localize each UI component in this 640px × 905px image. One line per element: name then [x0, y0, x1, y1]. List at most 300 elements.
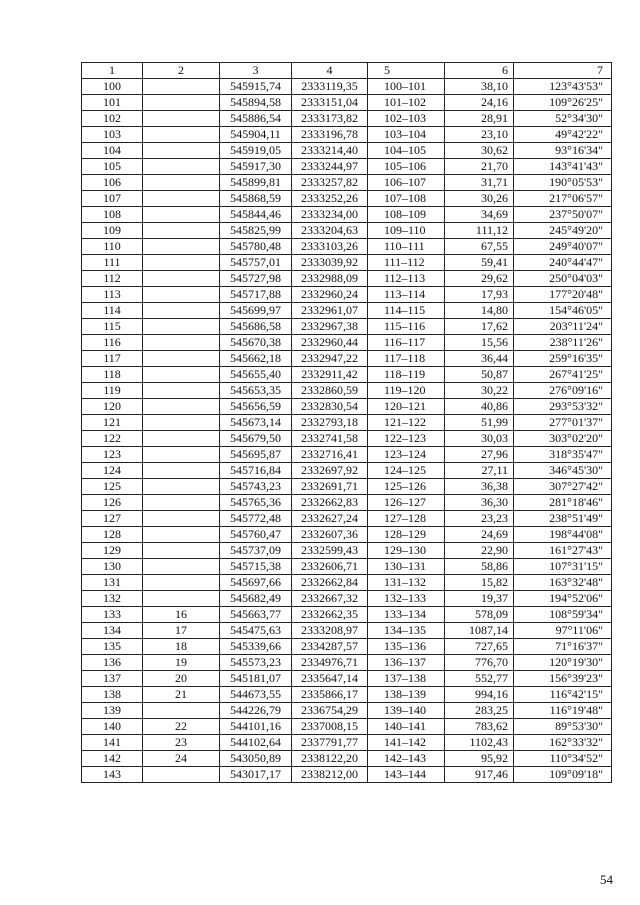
table-row: [82, 751, 612, 767]
table-cell: [143, 383, 220, 399]
table-cell: 552,77: [445, 671, 514, 687]
table-cell: 545339,66: [220, 639, 292, 655]
table-cell: 545917,30: [220, 159, 292, 175]
table-row: [82, 271, 612, 287]
table-cell: 545656,59: [220, 399, 292, 415]
table-cell: 307°27'42": [514, 479, 612, 495]
table-cell: 545844,46: [220, 207, 292, 223]
table-cell: 95,92: [445, 751, 514, 767]
table-cell: [143, 559, 220, 575]
table-cell: 36,44: [445, 351, 514, 367]
table-cell: [143, 431, 220, 447]
table-cell: 23,10: [445, 127, 514, 143]
table-cell: 119: [82, 383, 143, 399]
table-cell: 31,71: [445, 175, 514, 191]
table-cell: 119–120: [368, 383, 445, 399]
table-cell: 23: [143, 735, 220, 751]
table-cell: 127: [82, 511, 143, 527]
table-cell: 105–106: [368, 159, 445, 175]
table-row: [82, 607, 612, 623]
table-cell: 163°32'48": [514, 575, 612, 591]
table-cell: 545904,11: [220, 127, 292, 143]
table-cell: 544226,79: [220, 703, 292, 719]
table-cell: 2333039,92: [292, 255, 368, 271]
table-cell: 161°27'43": [514, 543, 612, 559]
table-cell: [143, 463, 220, 479]
table-cell: 116–117: [368, 335, 445, 351]
page-number: 54: [600, 872, 613, 887]
table-row: [82, 351, 612, 367]
table-row: [82, 735, 612, 751]
table-cell: 100–101: [368, 79, 445, 95]
table-cell: 124: [82, 463, 143, 479]
table-cell: 50,87: [445, 367, 514, 383]
table-cell: 194°52'06": [514, 591, 612, 607]
table-cell: 17: [143, 623, 220, 639]
table-cell: [143, 351, 220, 367]
table-cell: 30,62: [445, 143, 514, 159]
table-cell: 67,55: [445, 239, 514, 255]
table-cell: 783,62: [445, 719, 514, 735]
table-row: [82, 575, 612, 591]
table-cell: 117–118: [368, 351, 445, 367]
table-cell: 15,56: [445, 335, 514, 351]
table-cell: 108°59'34": [514, 607, 612, 623]
table-cell: 545780,48: [220, 239, 292, 255]
table-cell: 346°45'30": [514, 463, 612, 479]
table-cell: 1087,14: [445, 623, 514, 639]
table-cell: [143, 543, 220, 559]
table-cell: 277°01'37": [514, 415, 612, 431]
table-cell: 28,91: [445, 111, 514, 127]
table-cell: 238°51'49": [514, 511, 612, 527]
table-cell: 545717,88: [220, 287, 292, 303]
table-cell: [143, 575, 220, 591]
table-cell: 132–133: [368, 591, 445, 607]
table-cell: 2333252,26: [292, 191, 368, 207]
table-cell: 36,38: [445, 479, 514, 495]
table-cell: 2333234,00: [292, 207, 368, 223]
table-row: [82, 175, 612, 191]
table-cell: [143, 143, 220, 159]
table-cell: 116°19'48": [514, 703, 612, 719]
table-cell: 238°11'26": [514, 335, 612, 351]
table-cell: 2335647,14: [292, 671, 368, 687]
table-cell: 2332960,24: [292, 287, 368, 303]
table-cell: 115–116: [368, 319, 445, 335]
coordinates-table: [81, 62, 612, 783]
table-cell: [143, 191, 220, 207]
table-cell: [143, 127, 220, 143]
table-cell: 2332599,43: [292, 543, 368, 559]
table-cell: 112: [82, 271, 143, 287]
table-cell: 118: [82, 367, 143, 383]
table-cell: 2333119,35: [292, 79, 368, 95]
table-cell: 2333208,97: [292, 623, 368, 639]
table-row: [82, 127, 612, 143]
table-cell: 545915,74: [220, 79, 292, 95]
table-cell: 36,30: [445, 495, 514, 511]
table-cell: 30,03: [445, 431, 514, 447]
table-cell: 111,12: [445, 223, 514, 239]
table-cell: 250°04'03": [514, 271, 612, 287]
table-cell: 545655,40: [220, 367, 292, 383]
table-cell: 128: [82, 527, 143, 543]
table-cell: 110: [82, 239, 143, 255]
table-cell: 132: [82, 591, 143, 607]
table-cell: 2332911,42: [292, 367, 368, 383]
table-cell: 109: [82, 223, 143, 239]
table-cell: 121: [82, 415, 143, 431]
table-cell: 123–124: [368, 447, 445, 463]
table-cell: 545737,09: [220, 543, 292, 559]
table-cell: 125: [82, 479, 143, 495]
table-cell: 124–125: [368, 463, 445, 479]
table-row: [82, 719, 612, 735]
table-cell: 545715,38: [220, 559, 292, 575]
table-cell: 134: [82, 623, 143, 639]
table-cell: 116: [82, 335, 143, 351]
table-cell: 16: [143, 607, 220, 623]
table-cell: 545765,36: [220, 495, 292, 511]
table-cell: 111: [82, 255, 143, 271]
table-cell: 140–141: [368, 719, 445, 735]
table-cell: 122: [82, 431, 143, 447]
table-cell: 112–113: [368, 271, 445, 287]
table-cell: [143, 479, 220, 495]
table-cell: 545686,58: [220, 319, 292, 335]
table-cell: 109–110: [368, 223, 445, 239]
table-cell: [143, 255, 220, 271]
table-cell: 138: [82, 687, 143, 703]
table-cell: 217°06'57": [514, 191, 612, 207]
table-header-cell: 7: [514, 63, 612, 79]
table-cell: 156°39'23": [514, 671, 612, 687]
table-cell: 123: [82, 447, 143, 463]
table-cell: 107°31'15": [514, 559, 612, 575]
table-cell: [143, 159, 220, 175]
table-cell: 545699,97: [220, 303, 292, 319]
table-cell: 318°35'47": [514, 447, 612, 463]
table-row: [82, 495, 612, 511]
table-cell: 2332667,32: [292, 591, 368, 607]
table-cell: 203°11'24": [514, 319, 612, 335]
table-cell: [143, 511, 220, 527]
table-row: [82, 623, 612, 639]
table-cell: 2333204,63: [292, 223, 368, 239]
table-row: [82, 559, 612, 575]
table-row: [82, 671, 612, 687]
table-cell: 2335866,17: [292, 687, 368, 703]
table-cell: 102–103: [368, 111, 445, 127]
table-cell: 237°50'07": [514, 207, 612, 223]
table-row: [82, 335, 612, 351]
table-cell: 97°11'06": [514, 623, 612, 639]
table-cell: 545727,98: [220, 271, 292, 287]
table-cell: 130: [82, 559, 143, 575]
table-cell: [143, 95, 220, 111]
table-row: [82, 287, 612, 303]
table-cell: [143, 207, 220, 223]
table-cell: 143°41'43": [514, 159, 612, 175]
table-cell: 267°41'25": [514, 367, 612, 383]
table-cell: [143, 287, 220, 303]
table-cell: 136: [82, 655, 143, 671]
table-cell: 27,11: [445, 463, 514, 479]
table-cell: [143, 367, 220, 383]
table-cell: 113–114: [368, 287, 445, 303]
table-cell: 283,25: [445, 703, 514, 719]
table-header-cell: 2: [143, 63, 220, 79]
table-cell: 120°19'30": [514, 655, 612, 671]
table-cell: 108–109: [368, 207, 445, 223]
table-cell: 129–130: [368, 543, 445, 559]
table-cell: 17,93: [445, 287, 514, 303]
table-cell: 545757,01: [220, 255, 292, 271]
table-cell: 135–136: [368, 639, 445, 655]
table-cell: 108: [82, 207, 143, 223]
table-cell: 116°42'15": [514, 687, 612, 703]
table-cell: 24,16: [445, 95, 514, 111]
table-row: [82, 511, 612, 527]
table-cell: 293°53'32": [514, 399, 612, 415]
table-cell: 110–111: [368, 239, 445, 255]
table-cell: 545886,54: [220, 111, 292, 127]
table-cell: 21,70: [445, 159, 514, 175]
table-cell: 2338122,20: [292, 751, 368, 767]
table-row: [82, 415, 612, 431]
table-cell: 545475,63: [220, 623, 292, 639]
table-cell: 544673,55: [220, 687, 292, 703]
table-cell: 104: [82, 143, 143, 159]
table-cell: 545695,87: [220, 447, 292, 463]
table-cell: 276°09'16": [514, 383, 612, 399]
table-cell: 143: [82, 767, 143, 783]
table-cell: 177°20'48": [514, 287, 612, 303]
table-cell: 543050,89: [220, 751, 292, 767]
table-row: [82, 767, 612, 783]
table-cell: 118–119: [368, 367, 445, 383]
table-cell: 2332961,07: [292, 303, 368, 319]
table-cell: 17,62: [445, 319, 514, 335]
table-cell: 545868,59: [220, 191, 292, 207]
table-cell: 141: [82, 735, 143, 751]
table-cell: 134–135: [368, 623, 445, 639]
table-cell: 249°40'07": [514, 239, 612, 255]
table-cell: 2332606,71: [292, 559, 368, 575]
table-cell: 543017,17: [220, 767, 292, 783]
table-cell: 545670,38: [220, 335, 292, 351]
table-cell: 131–132: [368, 575, 445, 591]
table-cell: 2332662,84: [292, 575, 368, 591]
table-row: [82, 95, 612, 111]
table-cell: [143, 303, 220, 319]
table-cell: 2334976,71: [292, 655, 368, 671]
table-cell: 114–115: [368, 303, 445, 319]
table-cell: 104–105: [368, 143, 445, 159]
table-cell: [143, 335, 220, 351]
table-row: [82, 255, 612, 271]
table-cell: 59,41: [445, 255, 514, 271]
table-cell: 2332607,36: [292, 527, 368, 543]
table-cell: 154°46'05": [514, 303, 612, 319]
table-cell: 141–142: [368, 735, 445, 751]
table-cell: [143, 415, 220, 431]
table-cell: 545743,23: [220, 479, 292, 495]
table-cell: 101–102: [368, 95, 445, 111]
table-cell: 52°34'30": [514, 111, 612, 127]
table-cell: 100: [82, 79, 143, 95]
table-row: [82, 111, 612, 127]
table-cell: 2332960,44: [292, 335, 368, 351]
table-cell: 2333103,26: [292, 239, 368, 255]
table-row: [82, 223, 612, 239]
table-cell: 106–107: [368, 175, 445, 191]
table-cell: 2332967,38: [292, 319, 368, 335]
table-cell: 106: [82, 175, 143, 191]
table-cell: 101: [82, 95, 143, 111]
table-cell: 190°05'53": [514, 175, 612, 191]
table-row: [82, 207, 612, 223]
table-cell: 917,46: [445, 767, 514, 783]
table-cell: 24: [143, 751, 220, 767]
table-cell: 51,99: [445, 415, 514, 431]
table-cell: 114: [82, 303, 143, 319]
table-cell: 139: [82, 703, 143, 719]
table-cell: 1102,43: [445, 735, 514, 751]
table-cell: 281°18'46": [514, 495, 612, 511]
table-cell: 14,80: [445, 303, 514, 319]
table-cell: 545662,18: [220, 351, 292, 367]
table-cell: 545697,66: [220, 575, 292, 591]
table-row: [82, 191, 612, 207]
table-cell: 545679,50: [220, 431, 292, 447]
table-cell: 544101,16: [220, 719, 292, 735]
table-cell: 22: [143, 719, 220, 735]
table-cell: 133–134: [368, 607, 445, 623]
table-cell: 544102,64: [220, 735, 292, 751]
table-cell: 2332662,35: [292, 607, 368, 623]
table-cell: 15,82: [445, 575, 514, 591]
table-cell: 2332947,22: [292, 351, 368, 367]
table-cell: 2337791,77: [292, 735, 368, 751]
table-cell: 127–128: [368, 511, 445, 527]
table-cell: 198°44'08": [514, 527, 612, 543]
table-cell: 89°53'30": [514, 719, 612, 735]
table-cell: 133: [82, 607, 143, 623]
table-cell: 126–127: [368, 495, 445, 511]
table-cell: 130–131: [368, 559, 445, 575]
table-cell: 126: [82, 495, 143, 511]
table-cell: 2332662,83: [292, 495, 368, 511]
table-cell: 137: [82, 671, 143, 687]
table-cell: 545653,35: [220, 383, 292, 399]
table-cell: 545573,23: [220, 655, 292, 671]
table-row: [82, 159, 612, 175]
table-cell: 142: [82, 751, 143, 767]
table-cell: 140: [82, 719, 143, 735]
table-cell: 2333214,40: [292, 143, 368, 159]
table-cell: 24,69: [445, 527, 514, 543]
table-cell: 259°16'35": [514, 351, 612, 367]
table-cell: 2332793,18: [292, 415, 368, 431]
table-row: [82, 79, 612, 95]
table-cell: 128–129: [368, 527, 445, 543]
table-cell: 71°16'37": [514, 639, 612, 655]
table-cell: 2333196,78: [292, 127, 368, 143]
table-body: [82, 63, 612, 783]
table-row: [82, 143, 612, 159]
table-cell: 122–123: [368, 431, 445, 447]
table-cell: 2333173,82: [292, 111, 368, 127]
table-header-cell: 4: [292, 63, 368, 79]
table-row: [82, 655, 612, 671]
table-cell: 545919,05: [220, 143, 292, 159]
table-cell: 49°42'22": [514, 127, 612, 143]
table-cell: 545716,84: [220, 463, 292, 479]
table-cell: 18: [143, 639, 220, 655]
table-cell: 19: [143, 655, 220, 671]
table-cell: [143, 495, 220, 511]
table-cell: 123°43'53": [514, 79, 612, 95]
table-cell: [143, 271, 220, 287]
table-cell: 19,37: [445, 591, 514, 607]
table-header-cell: 1: [82, 63, 143, 79]
table-cell: 2333244,97: [292, 159, 368, 175]
table-cell: 120: [82, 399, 143, 415]
table-row: [82, 367, 612, 383]
table-header-cell: 5: [368, 63, 445, 79]
table-cell: 131: [82, 575, 143, 591]
table-cell: [143, 399, 220, 415]
table-cell: 776,70: [445, 655, 514, 671]
table-cell: 29,62: [445, 271, 514, 287]
table-cell: 117: [82, 351, 143, 367]
table-cell: 142–143: [368, 751, 445, 767]
table-cell: 2337008,15: [292, 719, 368, 735]
table-row: [82, 303, 612, 319]
table-cell: 20: [143, 671, 220, 687]
table-cell: 2338212,00: [292, 767, 368, 783]
table-cell: 2332830,54: [292, 399, 368, 415]
table-cell: 2332716,41: [292, 447, 368, 463]
table-row: [82, 703, 612, 719]
table-cell: [143, 79, 220, 95]
table-cell: 109°26'25": [514, 95, 612, 111]
table-cell: 115: [82, 319, 143, 335]
table-cell: 545760,47: [220, 527, 292, 543]
table-cell: 545181,07: [220, 671, 292, 687]
table-cell: 545772,48: [220, 511, 292, 527]
table-cell: 103: [82, 127, 143, 143]
table-cell: 121–122: [368, 415, 445, 431]
table-row: [82, 239, 612, 255]
table-cell: 135: [82, 639, 143, 655]
table-cell: 545663,77: [220, 607, 292, 623]
table-cell: 107–108: [368, 191, 445, 207]
table-cell: 2333151,04: [292, 95, 368, 111]
table-cell: 545825,99: [220, 223, 292, 239]
table-header-cell: 3: [220, 63, 292, 79]
table-cell: 994,16: [445, 687, 514, 703]
table-cell: 137–138: [368, 671, 445, 687]
table-row: [82, 431, 612, 447]
table-cell: [143, 239, 220, 255]
table-cell: 240°44'47": [514, 255, 612, 271]
table-cell: 109°09'18": [514, 767, 612, 783]
table-cell: 162°33'32": [514, 735, 612, 751]
table-cell: 303°02'20": [514, 431, 612, 447]
